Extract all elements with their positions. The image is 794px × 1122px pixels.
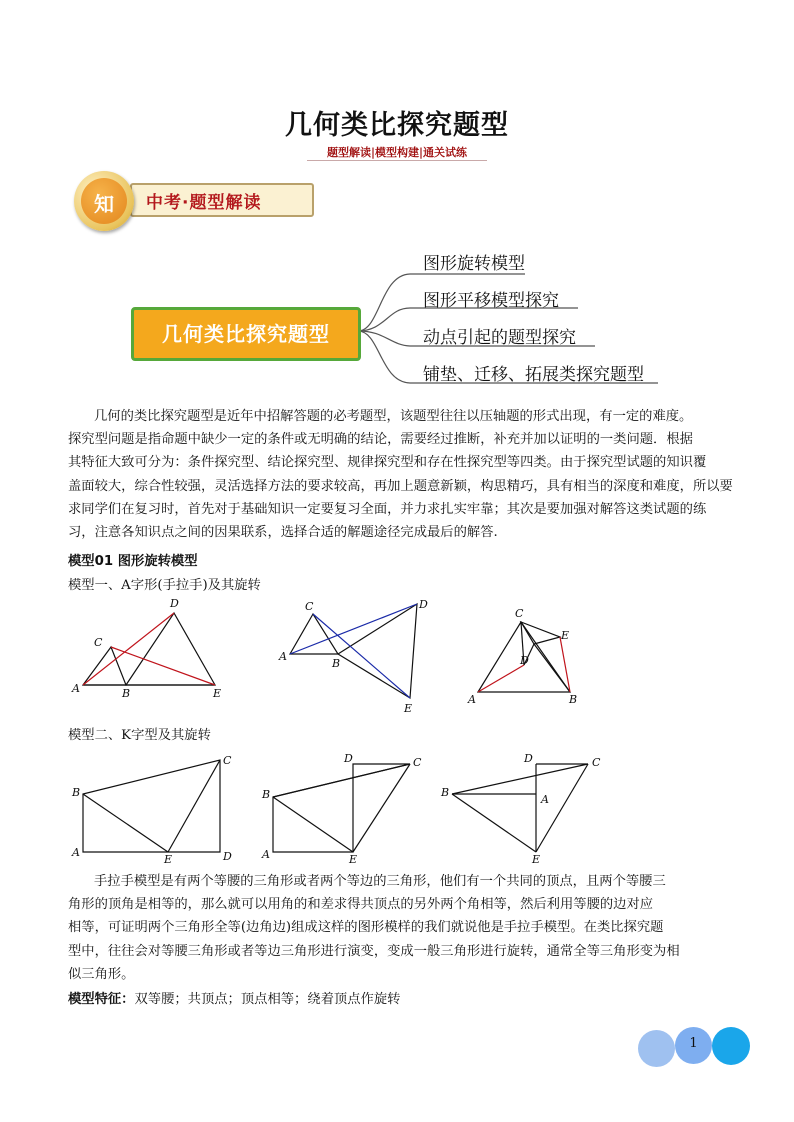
fig1a-label-C: C xyxy=(94,636,103,649)
fig2b-label-D: D xyxy=(344,752,353,765)
text-line: 其特征大致可分为：条件探究型、结论探究型、规律探究型和存在性探究型等四类。由于探究型试题的知识覆 xyxy=(68,455,707,471)
figure-1c xyxy=(467,607,577,706)
mindmap-branch: 图形平移模型探究 xyxy=(423,291,559,311)
fig2a-label-A: A xyxy=(72,846,80,859)
text-line: 盖面较大，综合性较强，灵活选择方法的要求较高，再加上题意新颖，构思精巧，具有相当的深度和难度，所以要 xyxy=(68,478,733,494)
fig1b-label-D: D xyxy=(419,598,428,611)
figure-1a xyxy=(71,597,221,700)
fig1a-label-A: A xyxy=(72,682,80,695)
fig2a-label-C: C xyxy=(223,754,232,767)
fig2a-label-E: E xyxy=(164,853,173,866)
fig2b-label-B: B xyxy=(262,788,271,801)
fig1b-label-B: B xyxy=(332,657,341,670)
fig1a-label-B: B xyxy=(122,687,131,700)
fig1b-label-A: A xyxy=(279,650,287,663)
mindmap-connectors xyxy=(0,0,794,400)
fig1c-label-D: D xyxy=(520,654,529,667)
fig1c-label-A: A xyxy=(468,693,476,706)
body-paragraph xyxy=(68,870,728,986)
model1-label: 模型一、A字形(手拉手)及其旋转 xyxy=(68,578,261,593)
figure-2a xyxy=(71,754,232,866)
page-number-circle xyxy=(712,1027,750,1065)
mindmap-center-label: 几何类比探究题型 xyxy=(162,322,330,346)
figure-1b xyxy=(278,598,428,715)
text-line: 似三角形。 xyxy=(68,966,135,982)
fig2b-label-C: C xyxy=(413,756,422,769)
mindmap-branch: 图形旋转模型 xyxy=(423,254,525,274)
fig1b-label-E: E xyxy=(404,702,413,715)
section-banner-text: 中考·题型解读 xyxy=(146,193,262,213)
fig1b-label-C: C xyxy=(305,600,314,613)
text-line: 习，注意各知识点之间的因果联系，选择合适的解题途径完成最后的解答. xyxy=(68,525,498,541)
intro-paragraph xyxy=(68,405,733,544)
fig2a-label-D: D xyxy=(223,850,232,863)
fig2a-label-B: B xyxy=(72,786,81,799)
text-line: 求同学们在复习时，首先对于基础知识一定要复习全面，并力求扎实牢靠；其次是要加强对解答这类试题的练 xyxy=(68,501,707,517)
page-number-circle xyxy=(638,1030,675,1067)
fig2c-label-B: B xyxy=(441,786,450,799)
text-line: 相等，可证明两个三角形全等(边角边)组成这样的图形模样的我们就说他是手拉手模型。在类比探究题 xyxy=(68,920,664,936)
section-heading: 模型01 图形旋转模型 xyxy=(68,554,198,569)
fig2b-label-A: A xyxy=(262,848,270,861)
page-number: 1 xyxy=(689,1036,698,1051)
text-line: 探究型问题是指命题中缺少一定的条件或无明确的结论，需要经过推断，补充并加以证明的一类问题．根据 xyxy=(68,432,693,448)
fig2c-label-C: C xyxy=(592,756,601,769)
model2-label: 模型二、K字型及其旋转 xyxy=(68,728,211,743)
model-feature-label: 模型特征： xyxy=(68,992,135,1007)
figure-2b xyxy=(261,752,422,866)
figure-2c xyxy=(440,752,601,866)
fig2c-label-E: E xyxy=(532,853,541,866)
banner-badge-char: 知 xyxy=(94,192,114,216)
fig1a-label-E: E xyxy=(213,687,222,700)
fig1c-label-B: B xyxy=(569,693,578,706)
text-line: 型中，往往会对等腰三角形或者等边三角形进行演变，变成一般三角形进行旋转，通常全等三角形变为相 xyxy=(68,943,680,959)
text-line: 几何的类比探究题型是近年中招解答题的必考题型，该题型往往以压轴题的形式出现，有一定的难度。 xyxy=(94,409,693,424)
mindmap-branch: 铺垫、迁移、拓展类探究题型 xyxy=(423,365,644,385)
page-title: 几何类比探究题型 xyxy=(285,110,509,141)
fig1c-label-E: E xyxy=(561,629,570,642)
mindmap-branch: 动点引起的题型探究 xyxy=(423,328,576,348)
fig1c-label-C: C xyxy=(515,607,524,620)
model-feature-text: 双等腰；共顶点；顶点相等；绕着顶点作旋转 xyxy=(134,992,401,1007)
fig2c-label-D: D xyxy=(524,752,533,765)
fig2b-label-E: E xyxy=(349,853,358,866)
text-line: 手拉手模型是有两个等腰的三角形或者两个等边的三角形，他们有一个共同的顶点，且两个等腰三 xyxy=(94,874,666,889)
figure-row-2 xyxy=(60,748,760,868)
text-line: 角形的顶角是相等的，那么就可以用角的和差求得共顶点的另外两个角相等，然后利用等腰的边对应 xyxy=(68,897,654,913)
fig1a-label-D: D xyxy=(170,597,179,610)
figure-row-1 xyxy=(60,592,760,717)
fig2c-label-A: A xyxy=(541,793,549,806)
page-subtitle: 题型解读|模型构建|通关试练 xyxy=(326,146,467,159)
model-feature xyxy=(68,988,400,1007)
